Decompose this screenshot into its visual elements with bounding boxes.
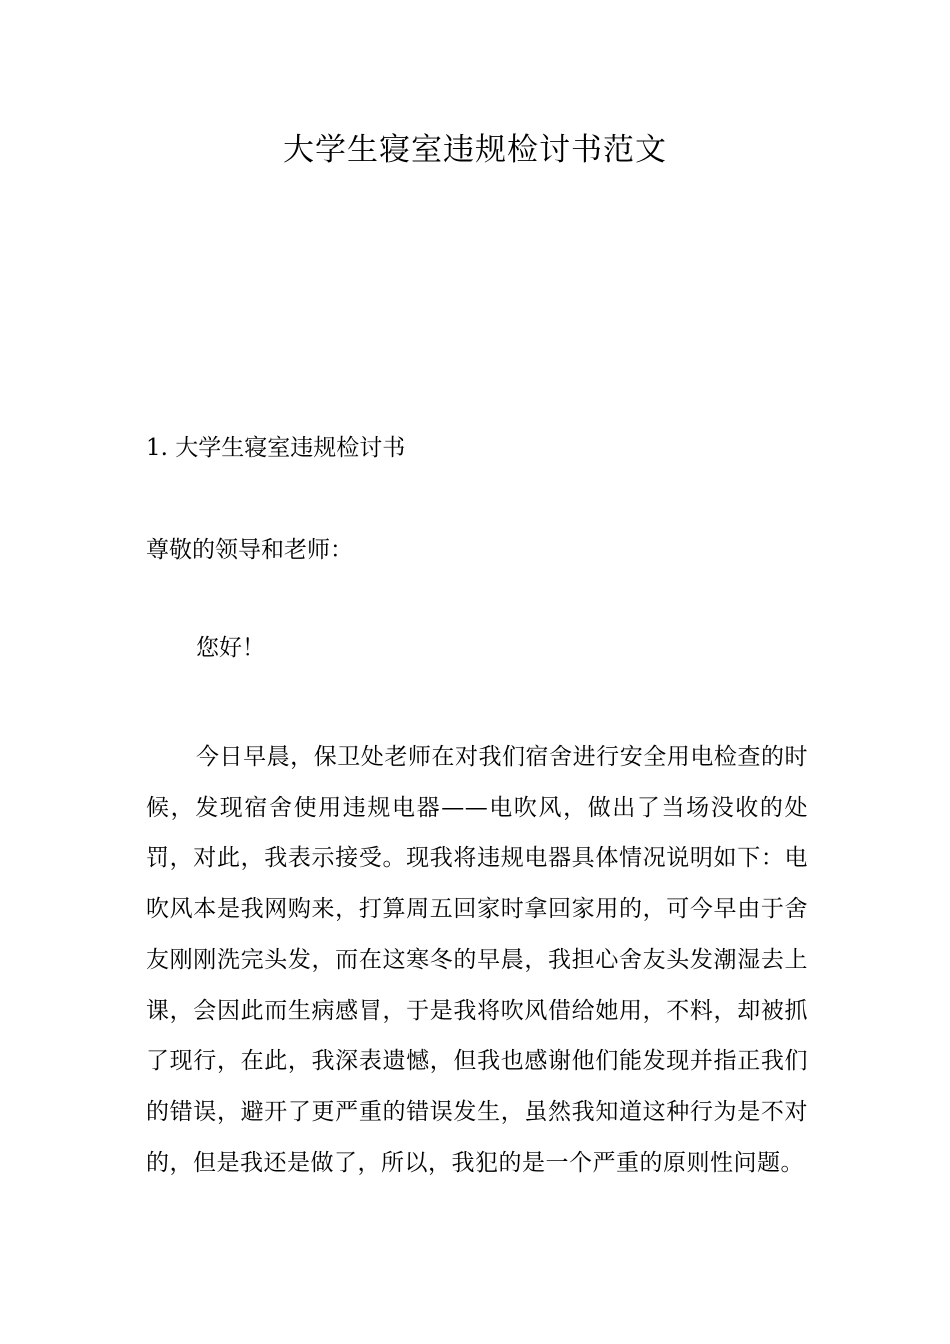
section-heading: 1. 大学生寝室违规检讨书 — [146, 435, 406, 461]
greeting: 您好！ — [196, 635, 265, 661]
salutation: 尊敬的领导和老师： — [146, 537, 353, 563]
body-paragraph: 今日早晨，保卫处老师在对我们宿舍进行安全用电检查的时候，发现宿舍使用违规电器——电吹风，做出了当场没收的处罚，对此，我表示接受。现我将违规电器具体情况说明如下：电吹风本是我网购来，打算周五回家时拿回家用的，可今早由于舍友刚刚洗完头发，而在这寒冬的早晨，我担心舍友头发潮湿去上课，会因此而生病感冒，于是我将吹风借给她用，不料，却被抓了现行，在此，我深表遗憾，但我也感谢他们能发现并指正我们的错误，避开了更严重的错误发生，虽然我知道这种行为是不对的，但是我还是做了，所以，我犯的是一个严重的原则性问题。 — [146, 744, 808, 1176]
page-title: 大学生寝室违规检讨书范文 — [283, 132, 667, 168]
